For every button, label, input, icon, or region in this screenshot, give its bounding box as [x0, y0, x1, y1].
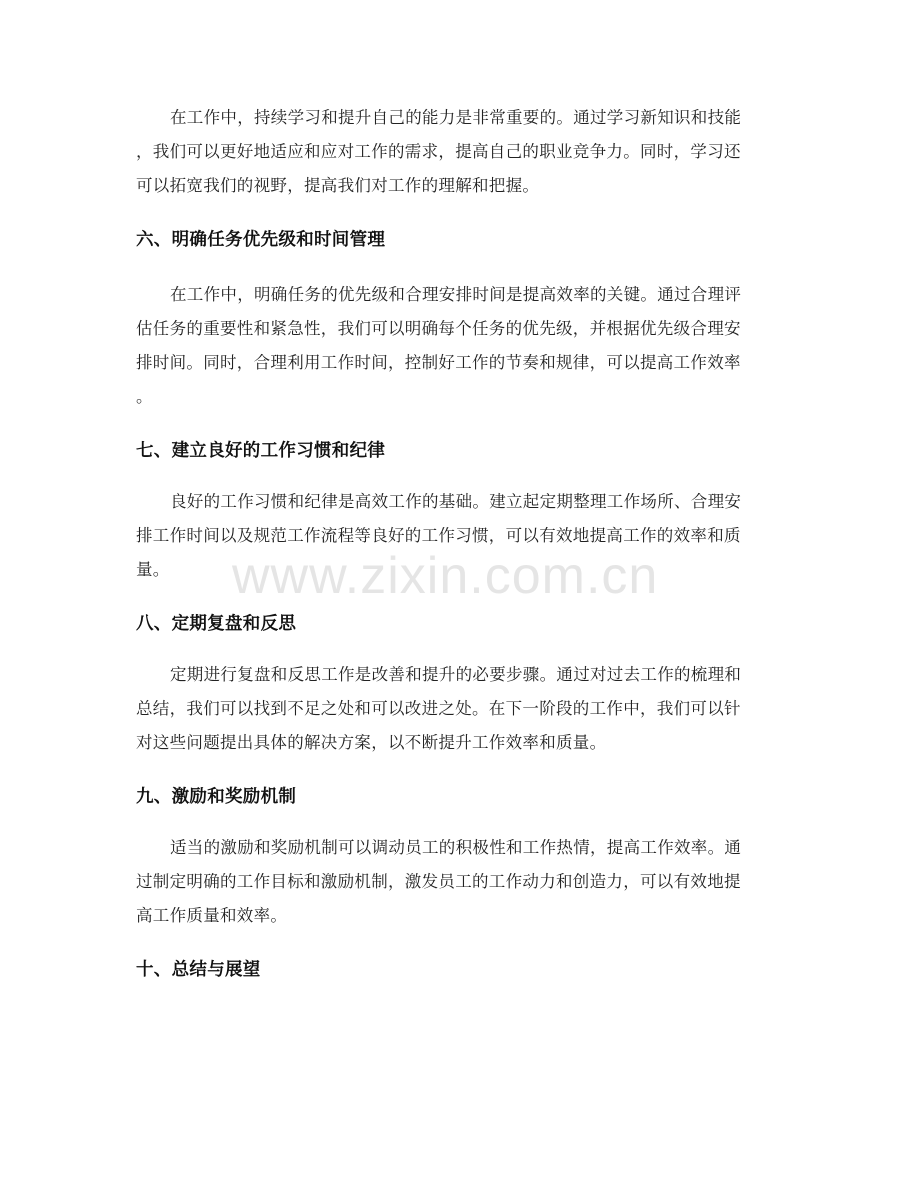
paragraph-line: ，我们可以更好地适应和应对工作的需求，提高自己的职业竞争力。同时，学习还 [136, 142, 741, 161]
paragraph-line: 总结，我们可以找到不足之处和可以改进之处。在下一阶段的工作中，我们可以针 [136, 699, 741, 718]
paragraph-line: 排时间。同时，合理利用工作时间，控制好工作的节奏和规律，可以提高工作效率 [136, 353, 741, 372]
watermark: www.zixin.com.cn [232, 547, 659, 605]
paragraph-line: 可以拓宽我们的视野，提高我们对工作的理解和把握。 [136, 176, 540, 195]
section-heading-10: 十、总结与展望 [136, 960, 261, 980]
paragraph-line: 在工作中，明确任务的优先级和合理安排时间是提高效率的关键。通过合理评 [170, 285, 742, 304]
paragraph-line: 高工作质量和效率。 [136, 906, 288, 925]
paragraph-section-7 [136, 485, 786, 587]
paragraph-line: 定期进行复盘和反思工作是改善和提升的必要步骤。通过对过去工作的梳理和 [170, 665, 742, 684]
section-heading-9: 九、激励和奖励机制 [136, 787, 297, 807]
paragraph-intro [136, 101, 786, 203]
paragraph-line: 排工作时间以及规范工作流程等良好的工作习惯，可以有效地提高工作的效率和质 [136, 526, 741, 545]
paragraph-line: 对这些问题提出具体的解决方案，以不断提升工作效率和质量。 [136, 733, 607, 752]
paragraph-line: 量。 [136, 560, 170, 579]
section-heading-6: 六、明确任务优先级和时间管理 [136, 230, 386, 250]
paragraph-line: 。 [136, 387, 153, 406]
paragraph-line: 过制定明确的工作目标和激励机制，激发员工的工作动力和创造力，可以有效地提 [136, 872, 741, 891]
paragraph-line: 适当的激励和奖励机制可以调动员工的积极性和工作热情，提高工作效率。通 [170, 838, 742, 857]
paragraph-line: 估任务的重要性和紧急性，我们可以明确每个任务的优先级，并根据优先级合理安 [136, 319, 741, 338]
paragraph-section-9 [136, 831, 786, 933]
section-heading-7: 七、建立良好的工作习惯和纪律 [136, 441, 386, 461]
paragraph-section-8 [136, 658, 786, 760]
paragraph-line: 良好的工作习惯和纪律是高效工作的基础。建立起定期整理工作场所、合理安 [170, 492, 742, 511]
paragraph-section-6 [136, 278, 786, 414]
paragraph-line: 在工作中，持续学习和提升自己的能力是非常重要的。通过学习新知识和技能 [170, 108, 742, 127]
section-heading-8: 八、定期复盘和反思 [136, 614, 297, 634]
